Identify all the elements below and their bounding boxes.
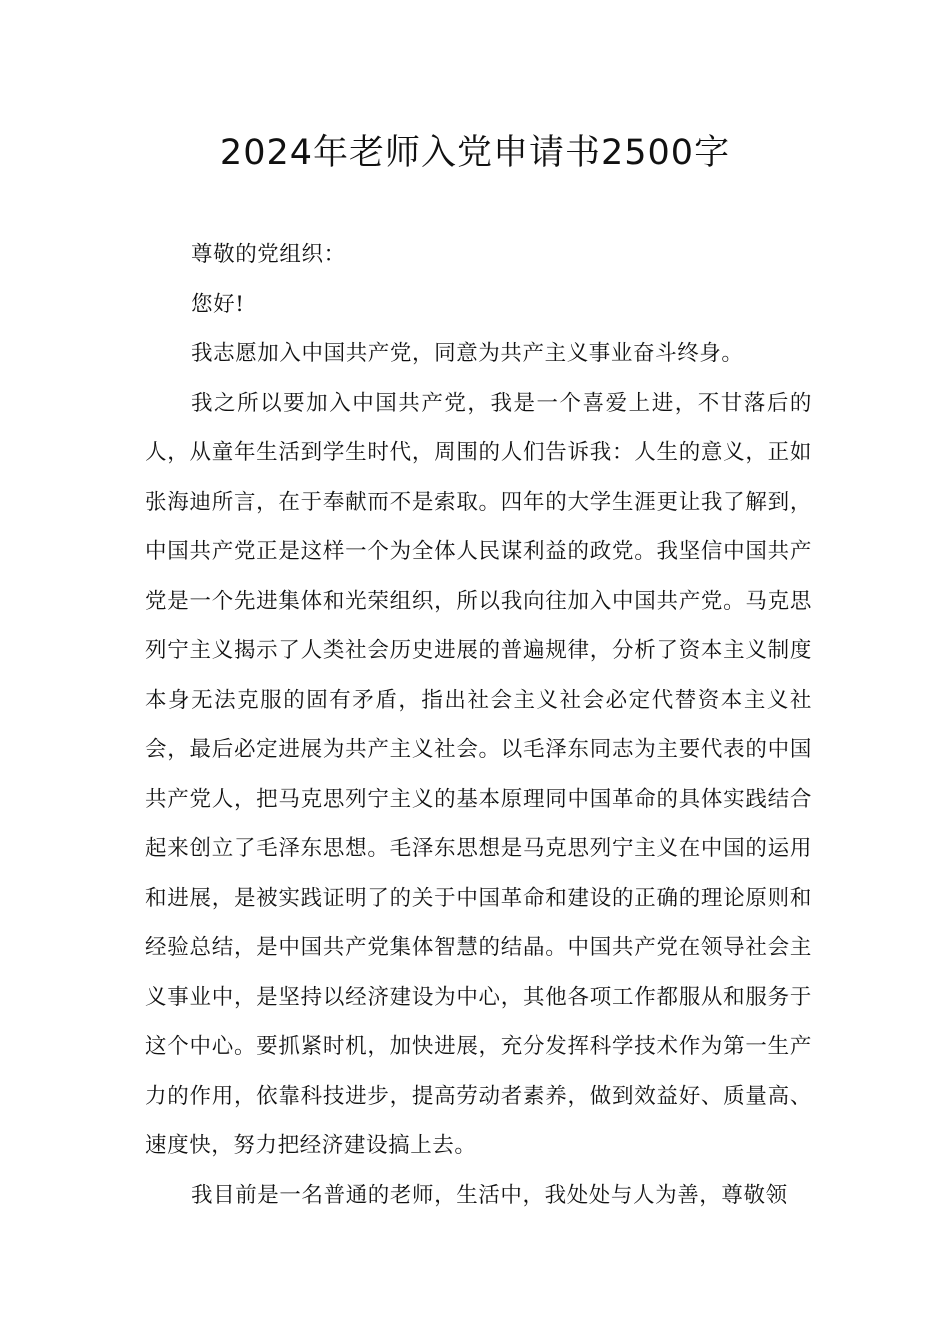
body-paragraph: 我志愿加入中国共产党，同意为共产主义事业奋斗终身。: [191, 341, 744, 366]
body-paragraph: 我目前是一名普通的老师，生活中，我处处与人为善，尊敬领: [191, 1182, 788, 1208]
salutation: 尊敬的党组织：: [191, 242, 346, 267]
document-body: [145, 230, 812, 1220]
greeting: 您好!: [191, 291, 245, 317]
document-title: 2024年老师入党申请书2500字: [219, 133, 731, 173]
body-paragraph: 我之所以要加入中国共产党，我是一个喜爱上进，不甘落后的人，从童年生活到学生时代，周围的人们告诉我：人生的意义，正如张海迪所言，在于奉献而不是索取。四年的大学生涯更让我了解到，中国共产党正是这样一个为全体人民谋利益的政党。我坚信中国共产党是一个先进集体和光荣组织，所以我向往加入中国共产党。马克思列宁主义揭示了人类社会历史进展的普遍规律，分析了资本主义制度本身无法克服的固有矛盾，指出社会主义社会必定代替资本主义社会，最后必定进展为共产主义社会。以毛泽东同志为主要代表的中国共产党人，把马克思列宁主义的基本原理同中国革命的具体实践结合起来创立了毛泽东思想。毛泽东思想是马克思列宁主义在中国的运用和进展，是被实践证明了的关于中国革命和建设的正确的理论原则和经验总结，是中国共产党集体智慧的结晶。中国共产党在领导社会主义事业中，是坚持以经济建设为中心，其他各项工作都服从和服务于这个中心。要抓紧时机，加快进展，充分发挥科学技术作为第一生产力的作用，依靠科技进步，提高劳动者素养，做到效益好、质量高、速度快，努力把经济建设搞上去。: [145, 390, 812, 1158]
